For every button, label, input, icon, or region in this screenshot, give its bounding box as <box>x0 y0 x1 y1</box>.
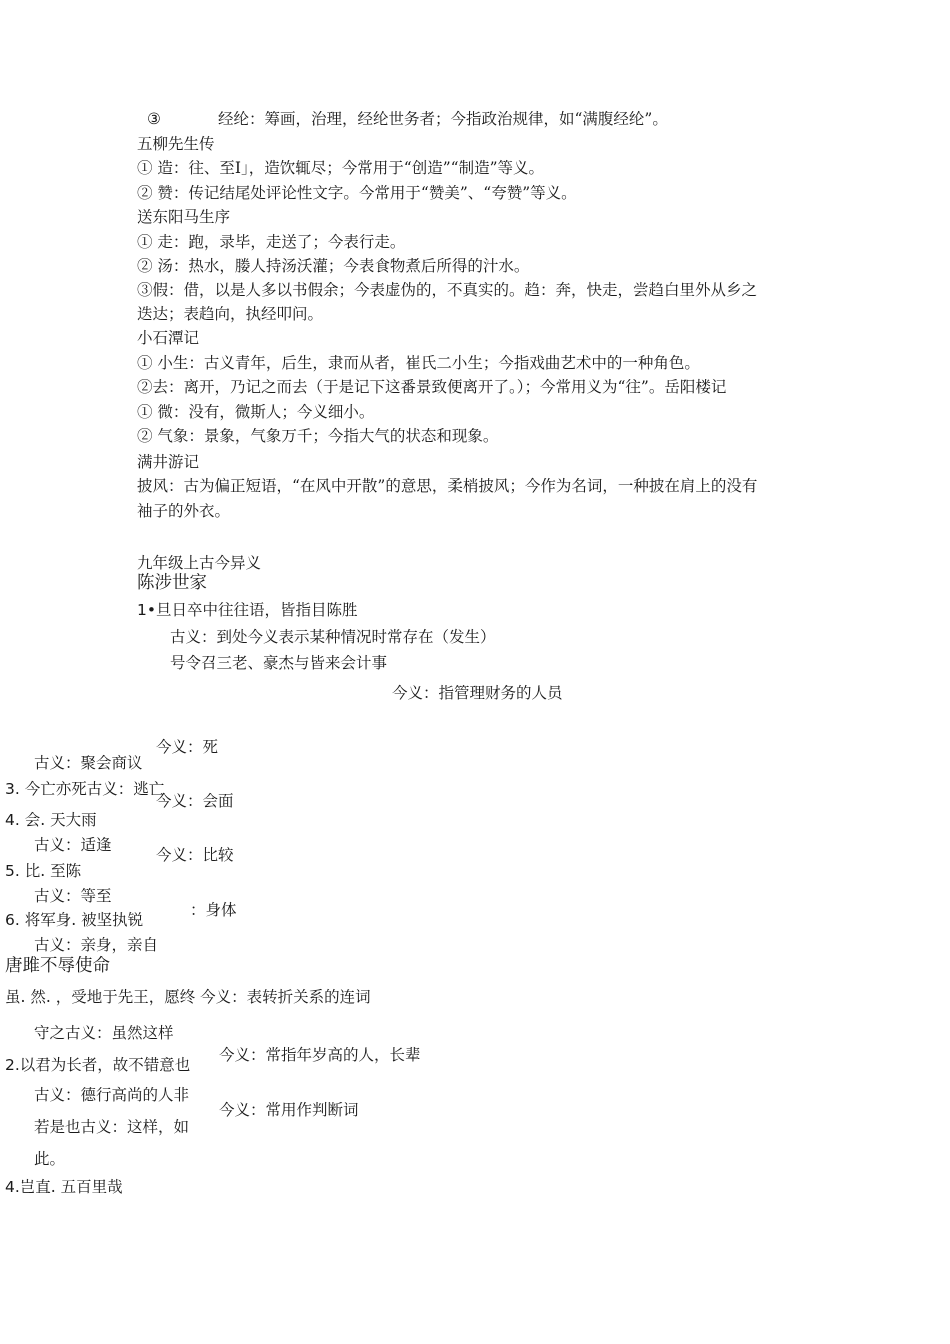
entry-4 <box>5 810 97 830</box>
entry-zhangzhe-gu: 古义：德行高尚的人非 <box>34 1086 190 1104</box>
entry-number: 6. <box>5 911 25 929</box>
entry-4-text: 会. 天大雨 <box>24 811 97 829</box>
entry-jia-qu: ③假：借，以是人多以书假余；今表虚伪的，不真实的。趋：奔，快走，尝趋白里外从乡之 <box>137 281 758 299</box>
entry-zhangzhe-jin: 今义：常指年岁高的人，长辈 <box>219 1046 421 1064</box>
entry-number: 3. <box>5 780 25 798</box>
entry-number: 4. <box>5 1178 20 1196</box>
entry-kuaiji-jin: 今义：指管理财务的人员 <box>392 684 563 702</box>
heading-manjing: 满井游记 <box>137 453 200 471</box>
entry-qu: ②去：离开，乃记之而去（于是记下这番景致便离开了。）；今常用义为“往”。岳阳楼记 <box>137 378 727 396</box>
entry-3 <box>5 779 164 799</box>
entry-tang: ② 汤：热水，媵人持汤沃灌；今表食物煮后所得的汁水。 <box>137 257 530 275</box>
entry-5 <box>5 861 81 881</box>
entry-bi-jin: 今义：比较 <box>156 846 234 864</box>
entry-number: 4. <box>5 811 25 829</box>
entry-5-text: 比. 至陈 <box>24 862 82 880</box>
entry-1-number <box>137 600 358 620</box>
item-marker-3: ③ <box>147 110 161 128</box>
heading-grade9: 九年级上古今异义 <box>137 554 262 572</box>
heading-chenshe: 陈涉世家 <box>137 573 207 593</box>
entry-suiran-gu: 守之古义：虽然这样 <box>34 1024 174 1042</box>
heading-tangju: 唐雎不辱使命 <box>5 956 110 976</box>
entry-suiran: 虽. 然. ，受地于先王，愿终 今义：表转折关系的连词 <box>5 988 371 1006</box>
entry-shen-jin: ：身体 <box>190 901 237 919</box>
entry-ruoshi-gu: 若是也古义：这样，如 <box>34 1118 190 1136</box>
entry-xiaosheng: ① 小生：古义青年，后生，隶而从者，崔氏二小生；今指戏曲艺术中的一种角色。 <box>137 354 700 372</box>
entry-zao: ① 造：往、至I」，造饮辄尽；今常用于“创造”“制造”等义。 <box>137 159 544 177</box>
heading-songdong: 送东阳马生序 <box>137 208 231 226</box>
entry-qixiang: ② 气象：景象，气象万千；今指大气的状态和现象。 <box>137 427 499 445</box>
entry-4b-text: 岂直. 五百里哉 <box>19 1178 123 1196</box>
heading-xiaoshitan: 小石潭记 <box>137 329 200 347</box>
entry-si-jin: 今义：死 <box>156 738 219 756</box>
entry-1-text: 旦日卒中往往语，皆指目陈胜 <box>156 601 358 619</box>
entry-jia-qu-cont: 迭达；表趋向，执经叩问。 <box>137 305 324 323</box>
entry-zou: ① 走：跑，录毕，走送了；今表行走。 <box>137 233 406 251</box>
entry-6 <box>5 910 143 930</box>
entry-pifeng-cont: 袖子的外衣。 <box>137 502 231 520</box>
entry-jishi-gu: 古义：聚会商议 <box>34 754 143 772</box>
entry-pifeng: 披风：古为偏正短语，“在风中开散”的意思，柔梢披风；今作为名词，一种披在肩上的没有 <box>137 477 758 495</box>
entry-bi-gu: 古义：等至 <box>34 887 112 905</box>
entry-6-text: 将军身. 被坚执锐 <box>24 911 144 929</box>
entry-hui-gu: 古义：适逢 <box>34 836 112 854</box>
entry-4b <box>5 1177 123 1197</box>
entry-wei: ① 微：没有，微斯人；今义细小。 <box>137 403 375 421</box>
entry-wangwang-gu: 古义：到处今义表示某种情况时常存在（发生） <box>170 628 496 646</box>
entry-number: 1• <box>137 601 157 619</box>
entry-2-text: 以君为长者，故不错意也 <box>19 1056 191 1074</box>
entry-kuaiji: 号令召三老、豪杰与皆来会计事 <box>170 654 388 672</box>
entry-3-text: 今亡亦死古义：逃亡 <box>24 780 165 798</box>
entry-jinglun: 经纶：筹画，治理，经纶世务者；今指政治规律，如“满腹经纶”。 <box>218 110 668 128</box>
entry-ruoshi-jin: 今义：常用作判断词 <box>219 1101 359 1119</box>
entry-shen-gu: 古义：亲身，亲自 <box>34 936 159 954</box>
entry-hui-jin: 今义：会面 <box>156 792 234 810</box>
entry-number: 5. <box>5 862 25 880</box>
heading-wuliu: 五柳先生传 <box>137 135 215 153</box>
entry-2 <box>5 1055 190 1075</box>
entry-zan: ② 赞：传记结尾处评论性文字。今常用于“赞美”、“夸赞”等义。 <box>137 184 577 202</box>
entry-ruoshi-gu-cont: 此。 <box>34 1150 66 1168</box>
entry-number: 2. <box>5 1056 20 1074</box>
